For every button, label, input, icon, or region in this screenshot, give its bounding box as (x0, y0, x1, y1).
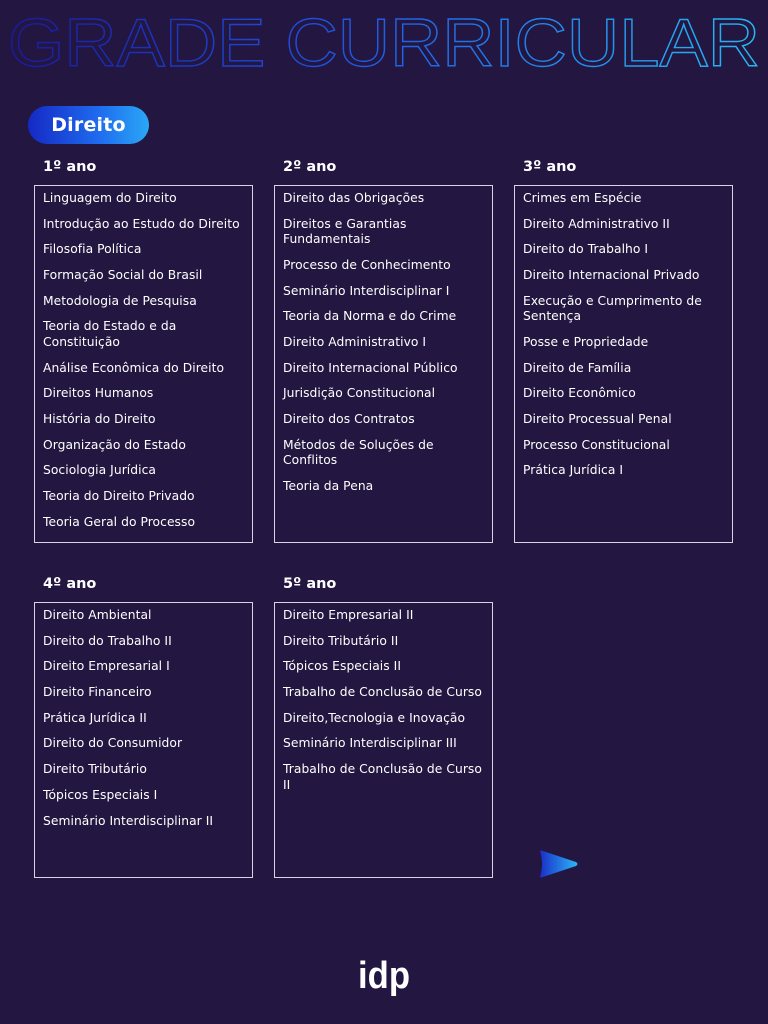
year-2-title: 2º ano (283, 159, 337, 175)
arrow-right-icon (538, 849, 580, 879)
subject-item: Processo Constitucional (523, 437, 670, 452)
subject-item: Direito Financeiro (43, 685, 152, 700)
subject-item: Direito Econômico (523, 386, 636, 401)
subject-item: Direito Internacional Privado (523, 268, 700, 283)
subject-item: Direito do Consumidor (43, 736, 183, 751)
subject-item: Teoria do Direito Privado (43, 489, 195, 504)
subject-item: História do Direito (43, 412, 156, 426)
subject-item: Teoria da Norma e do Crime (283, 309, 457, 324)
year-2-subject-list (274, 185, 493, 543)
course-badge (28, 106, 149, 144)
subject-item: Direito Tributário (43, 762, 147, 777)
subject-item: Processo de Conhecimento (283, 257, 451, 272)
subject-item: Teoria do Estado e da Constituição (43, 319, 177, 349)
course-badge-label: Direito (51, 114, 126, 136)
subject-item: Direito dos Contratos (283, 412, 415, 426)
subject-item: Direito Administrativo II (523, 216, 670, 231)
subject-item: Direito Administrativo I (283, 334, 427, 349)
subject-item: Direito Empresarial I (43, 659, 170, 674)
subject-item: Formação Social do Brasil (43, 268, 203, 283)
subject-item: Introdução ao Estudo do Direito (43, 216, 240, 231)
subject-item: Direitos Humanos (43, 386, 154, 401)
subject-item: Metodologia de Pesquisa (43, 293, 197, 308)
idp-logo (356, 952, 412, 1002)
subject-item: Linguagem do Direito (43, 191, 177, 205)
year-5-title: 5º ano (283, 576, 337, 592)
subject-item: Tópicos Especiais II (283, 659, 402, 674)
year-4-title: 4º ano (43, 576, 97, 592)
subject-item: Seminário Interdisciplinar II (43, 813, 214, 828)
year-1-subject-list (34, 185, 253, 543)
subject-item: Direito do Trabalho I (523, 242, 649, 257)
subject-item: Seminário Interdisciplinar I (283, 283, 450, 298)
subject-item: Direito Empresarial II (283, 608, 414, 622)
subject-item: Direito do Trabalho II (43, 633, 172, 648)
subject-item: Direito Processual Penal (523, 412, 672, 426)
logo-text: idp (358, 955, 410, 997)
subject-item: Análise Econômica do Direito (43, 360, 225, 375)
subject-item: Prática Jurídica I (523, 463, 624, 478)
subject-item: Posse e Propriedade (523, 334, 649, 349)
year-3-subject-list (514, 185, 733, 543)
subject-item: Tópicos Especiais I (43, 787, 158, 802)
subject-item: Direito das Obrigações (283, 191, 425, 205)
subject-item: Trabalho de Conclusão de Curso (283, 685, 482, 700)
page-title-text: GRADE CURRICULAR (8, 5, 760, 81)
subject-item: Crimes em Espécie (523, 191, 642, 205)
subject-item: Direito de Família (523, 360, 632, 375)
subject-item: Direitos e Garantias Fundamentais (283, 216, 407, 247)
subject-item: Execução e Cumprimento de Sentença (523, 293, 702, 324)
subject-item: Trabalho de Conclusão de Curso II (283, 762, 482, 792)
subject-item: Teoria Geral do Processo (43, 514, 196, 529)
subject-item: Sociologia Jurídica (43, 463, 156, 478)
subject-item: Direito Internacional Público (283, 360, 458, 375)
year-1-title: 1º ano (43, 159, 97, 175)
subject-item: Direito,Tecnologia e Inovação (283, 710, 466, 725)
subject-item: Jurisdição Constitucional (283, 386, 436, 401)
year-4-subject-list (34, 602, 253, 878)
subject-item: Teoria da Pena (283, 478, 374, 493)
subject-item: Filosofia Política (43, 242, 142, 257)
subject-item: Organização do Estado (43, 437, 186, 452)
year-3-title: 3º ano (523, 159, 577, 175)
subject-item: Direito Ambiental (43, 608, 152, 622)
subject-item: Direito Tributário II (283, 633, 399, 648)
year-5-subject-list (274, 602, 493, 878)
subject-item: Métodos de Soluções de Conflitos (283, 437, 434, 468)
subject-item: Prática Jurídica II (43, 710, 147, 725)
subject-item: Seminário Interdisciplinar III (283, 736, 457, 751)
page-title (0, 0, 768, 90)
